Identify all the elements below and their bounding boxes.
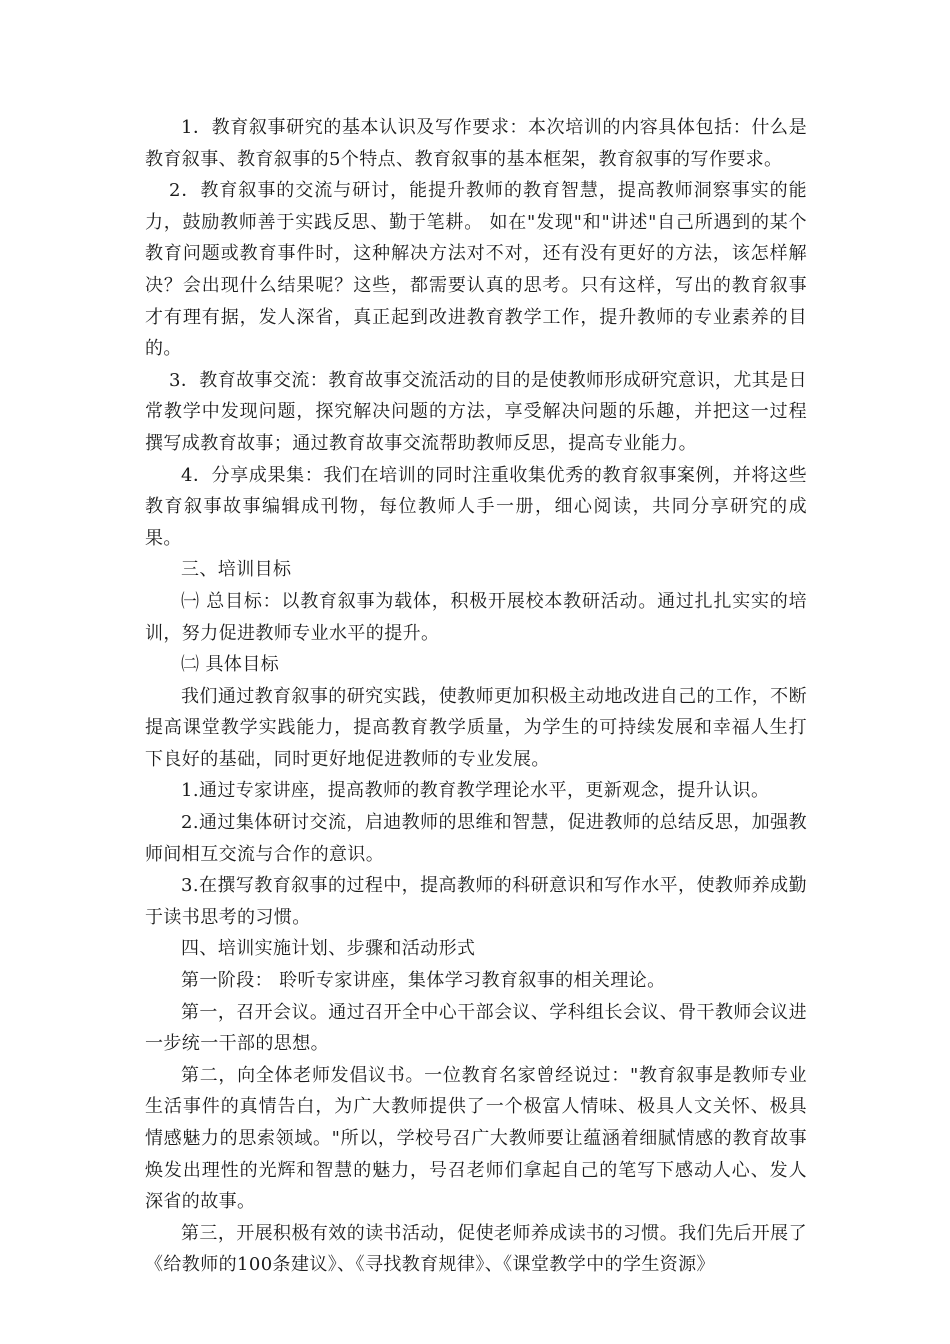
paragraph-stage-1: 第一阶段： 聆听专家讲座，集体学习教育叙事的相关理论。	[181, 970, 666, 992]
paragraph-training-content-1: 1．教育叙事研究的基本认识及写作要求：本次培训的内容具体包括：什么是教育叙事、教育叙事的5个特点、教育叙事的基本框架，教育叙事的写作要求。	[145, 117, 807, 170]
paragraph-goal-2: 2.通过集体研讨交流，启迪教师的思维和智慧，促进教师的总结反思，加强教师间相互交流与合作的意识。	[145, 812, 807, 865]
paragraph-step-3: 第三，开展积极有效的读书活动，促使老师养成读书的习惯。我们先后开展了《给教师的100条建议》、《寻找教育规律》、《课堂教学中的学生资源》	[145, 1222, 807, 1276]
paragraph-step-1: 第一，召开会议。通过召开全中心干部会议、学科组长会议、骨干教师会议进一步统一干部的思想。	[145, 1001, 807, 1055]
paragraph-training-content-2: 2．教育叙事的交流与研讨，能提升教师的教育智慧，提高教师洞察事实的能力，鼓励教师善于实践反思、勤于笔耕。 如在"发现"和"讲述"自己所遇到的某个教育问题或教育事件时，这种解决方法对不对，还有没有更好的方法，该怎样解决？会出现什么结果呢？这些，都需要认真的思考。只有这样，写出的教育叙事才有理有据，发人深省，真正起到改进教育教学工作，提升教师的专业素养的目的。	[145, 180, 807, 360]
paragraph-training-content-3: 3．教育故事交流：教育故事交流活动的目的是使教师形成研究意识，尤其是日常教学中发现问题，探究解决问题的方法，享受解决问题的乐趣，并把这一过程撰写成教育故事；通过教育故事交流帮助教师反思，提高专业能力。	[145, 369, 807, 454]
section-heading-training-goals: 三、培训目标	[181, 559, 292, 581]
paragraph-goal-3: 3.在撰写教育叙事的过程中，提高教师的科研意识和写作水平，使教师养成勤于读书思考的习惯。	[145, 875, 807, 928]
paragraph-goals-intro: 我们通过教育叙事的研究实践，使教师更加积极主动地改进自己的工作，不断提高课堂教学实践能力，提高教育教学质量，为学生的可持续发展和幸福人生打下良好的基础，同时更好地促进教师的专业发展。	[145, 685, 807, 770]
document-body	[145, 112, 807, 1281]
section-heading-implementation: 四、培训实施计划、步骤和活动形式	[181, 938, 476, 960]
subheading-specific-goals: ㈡ 具体目标	[181, 654, 280, 676]
paragraph-overall-goal: ㈠ 总目标：以教育叙事为载体，积极开展校本教研活动。通过扎扎实实的培训，努力促进教师专业水平的提升。	[145, 590, 807, 644]
paragraph-step-2: 第二，向全体老师发倡议书。一位教育名家曾经说过："教育叙事是教师专业生活事件的真情告白，为广大教师提供了一个极富人情味、极具人文关怀、极具情感魅力的思索领域。"所以，学校号召广大教师要让蕴涵着细腻情感的教育故事焕发出理性的光辉和智慧的魅力，号召老师们拿起自己的笔写下感动人心、发人深省的故事。	[145, 1064, 807, 1213]
paragraph-goal-1: 1.通过专家讲座，提高教师的教育教学理论水平，更新观念，提升认识。	[181, 780, 770, 802]
paragraph-training-content-4: 4．分享成果集：我们在培训的同时注重收集优秀的教育叙事案例，并将这些教育叙事故事编辑成刊物，每位教师人手一册，细心阅读，共同分享研究的成果。	[145, 464, 807, 549]
